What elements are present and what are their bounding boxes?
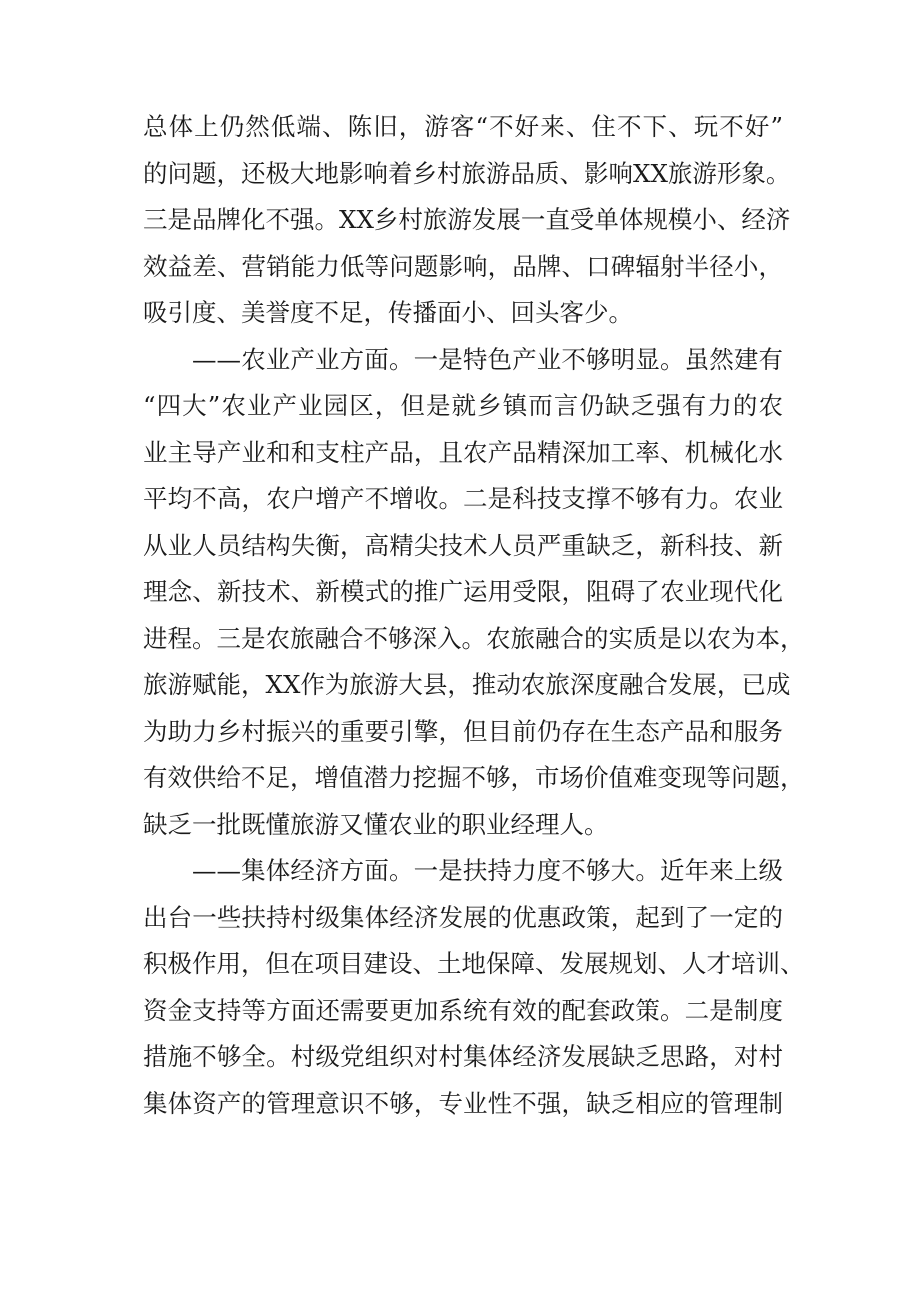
body-text [143,104,805,1127]
text-line: 有效供给不足，增值潜力挖掘不够，市场价值难变现等问题， [143,763,805,792]
text-line: 三是品牌化不强。XX乡村旅游发展一直受单体规模小、经济 [143,205,791,234]
text-line: 集体资产的管理意识不够，专业性不强，缺乏相应的管理制 [143,1088,783,1118]
text-line: “四大”农业产业园区，但是就乡镇而言仍缺乏强有力的农 [143,391,783,420]
text-line: 总体上仍然低端、陈旧，游客“不好来、住不下、玩不好” [143,112,783,141]
text-line: 理念、新技术、新模式的推广运用受限，阻碍了农业现代化 [143,577,783,606]
text-line: 资金支持等方面还需要更加系统有效的配套政策。二是制度 [143,995,783,1025]
text-line: 旅游赋能，XX作为旅游大县，推动农旅深度融合发展，已成 [143,670,791,699]
text-line: ——集体经济方面。一是扶持力度不够大。近年来上级 [192,856,783,885]
text-line: 平均不高，农户增产不增收。二是科技支撑不够有力。农业 [143,484,783,513]
text-line: 效益差、营销能力低等问题影响，品牌、口碑辐射半径小， [143,251,783,281]
text-line: 积极作用，但在项目建设、土地保障、发展规划、人才培训、 [143,949,805,978]
text-line: 业主导产业和和支柱产品，且农产品精深加工率、机械化水 [143,437,783,467]
text-line: 出台一些扶持村级集体经济发展的优惠政策，起到了一定的 [143,902,783,932]
text-line: 进程。三是农旅融合不够深入。农旅融合的实质是以农为本， [143,623,805,653]
text-line: ——农业产业方面。一是特色产业不够明显。虽然建有 [192,344,783,374]
text-line: 的问题，还极大地影响着乡村旅游品质、影响XX旅游形象。 [143,158,791,188]
text-line: 从业人员结构失衡，高精尖技术人员严重缺乏，新科技、新 [143,530,783,560]
text-line: 为助力乡村振兴的重要引擎，但目前仍存在生态产品和服务 [143,716,783,746]
text-line: 吸引度、美誉度不足，传播面小、回头客少。 [143,298,633,327]
text-line: 缺乏一批既懂旅游又懂农业的职业经理人。 [143,809,609,839]
text-line: 措施不够全。村级党组织对村集体经济发展缺乏思路，对村 [143,1042,783,1071]
